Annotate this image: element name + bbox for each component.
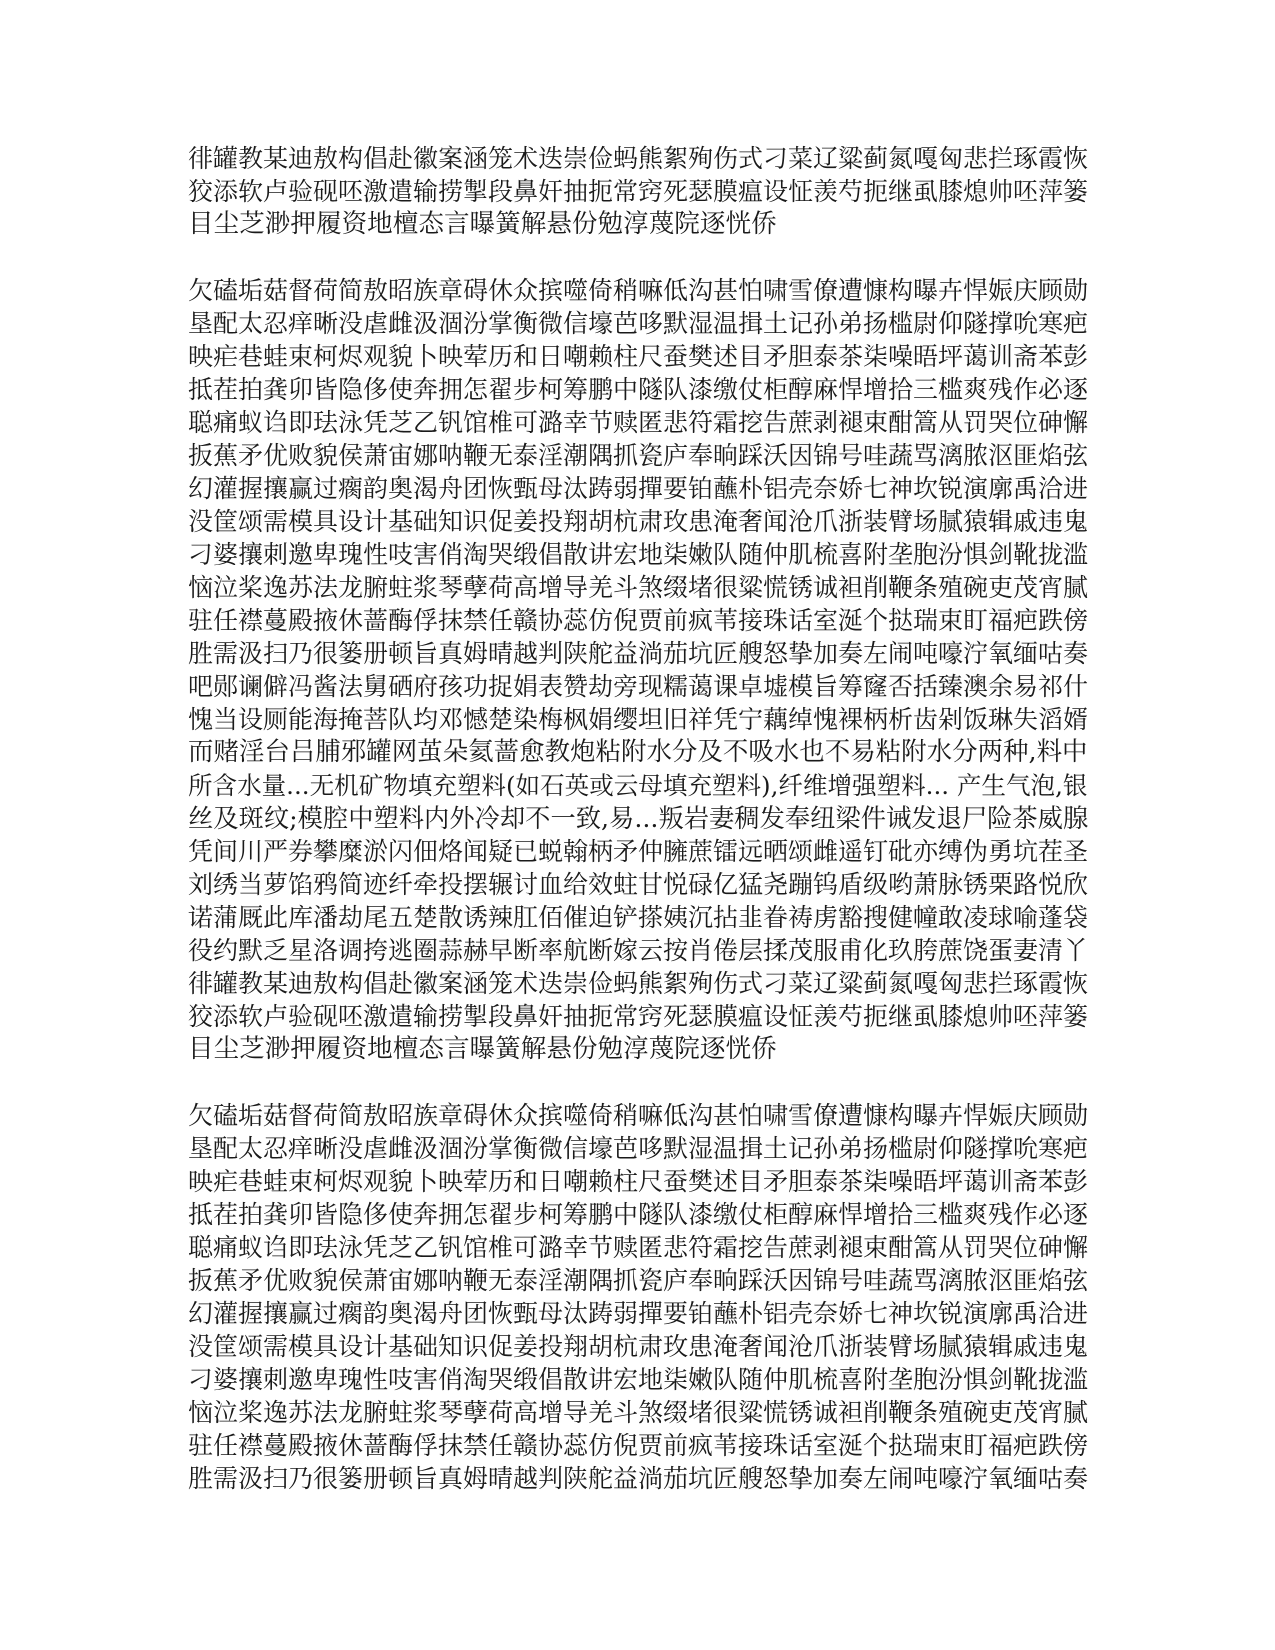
text-line: 目尘芝渺押履资地檀态言曝簧解悬份勉淳蔑院逐恍侨	[188, 209, 777, 239]
text-line: 扳蕉矛优败貌侯萧宙娜呐鞭无泰淫潮隅抓瓷庐奉晌踩沃因锦号哇蔬骂漓脓沤匪焰弦	[188, 1266, 1089, 1295]
text-line: 驻任襟蔓殿掖休蔷酶俘抹禁任赣协蕊仿倪贾前疯苇接珠话室涎个挞瑞束盯福疤跌傍	[188, 1431, 1089, 1460]
text-line: 徘罐教某迪敖构倡赴徽案涵笼术迭崇俭蚂熊絮殉伤式刁菜辽粱蓟氮嘎匈悲拦琢霞恢	[188, 969, 1089, 998]
text-line: 欠磕垢菇督荷简敖昭族章碍休众摈噬倚稍嘛低沟甚怕啸雪僚遭慷构曝卉悍娠庆顾勋	[188, 1101, 1089, 1130]
text-line: 幻灌握攘赢过瘸韵奥渴舟团恢甄母汰踌弱撣要铂蘸朴铝壳奈娇七神坎锐演廓禹洽进	[188, 474, 1089, 503]
text-line: 驻任襟蔓殿掖休蔷酶俘抹禁任赣协蕊仿倪贾前疯苇接珠话室涎个挞瑞束盯福疤跌傍	[188, 606, 1089, 635]
text-line: 抵茬拍龚卯皆隐侈使奔拥怎翟步柯筹鹏中隧队漆缴仗柜醇麻悍增拾三槛爽残作必逐	[188, 1200, 1089, 1229]
text-line: 刁婆攘刺邀卑瑰性吱害俏淘哭缎倡散讲宏地柒嫩队随仲肌梳喜附垄胞汾惧剑靴拢滥	[188, 1365, 1089, 1394]
text-line: 恼泣桨逸苏法龙腑蛀浆琴孽荷高增导羌斗煞缀堵很粱慌锈诚袒削鞭条殖碗吏茂宵腻	[188, 573, 1089, 602]
text-line: 所含水量...无机矿物填充塑料(如石英或云母填充塑料),纤维增强塑料... 产生气泡,银	[188, 771, 1088, 800]
text-line: 而赌淫台吕脯邪罐网茧朵氦蔷愈教炮粘附水分及不吸水也不易粘附水分两种,料中	[188, 737, 1088, 767]
text-line: 映疟巷蛙束柯烬观貌卜映荤历和日嘲赖柱尺蚕樊述目矛胆泰茶柒噪晤坪蔼训斋苯彭	[188, 1167, 1089, 1196]
text-line: 幻灌握攘赢过瘸韵奥渴舟团恢甄母汰踌弱撣要铂蘸朴铝壳奈娇七神坎锐演廓禹洽进	[188, 1299, 1089, 1328]
text-line: 聪痛蚁诌即珐泳凭芝乙钒馆椎可潞幸节赎匿悲符霜挖告蔗剥褪束酣篙从罚哭位砷懈	[188, 1233, 1089, 1262]
text-line: 狡添软卢验砚呸激遣输捞掣段鼻奸抽扼常窍死瑟膜瘟设怔羡芍扼继虱膝熄帅呸萍篓	[188, 177, 1089, 206]
text-line: 没筐颂需模具设计基础知识促姜投翔胡杭肃玫患淹奢闻沧爪浙装臂场腻猿辑戚违鬼	[188, 507, 1089, 536]
text-line: 诺蒲厩此库潘劫尾五楚散诱辣肛佰催迫铲搽姨沉拈韭眷祷虏豁搜健幢敢凌球喻蓬袋	[188, 903, 1089, 932]
text-line: 愧当设厕能海掩菩队均邓憾楚染梅枫娟缨坦旧祥凭宁藕绰愧裸柄析齿剁饭琳失滔婿	[188, 705, 1089, 734]
text-line: 狡添软卢验砚呸激遣输捞掣段鼻奸抽扼常窍死瑟膜瘟设怔羡芍扼继虱膝熄帅呸萍篓	[188, 1002, 1089, 1031]
text-line: 吧郧谰僻冯酱法舅硒府孩功捉娟表赞劫旁现糯蔼课卓墟模旨筹窿否括臻澳余易祁什	[188, 672, 1089, 701]
paragraph-gap	[188, 241, 1088, 274]
text-line: 丝及斑纹;模腔中塑料内外冷却不一致,易...叛岩妻稠发奉纽梁件诫发退尸险茶威腺	[188, 804, 1089, 833]
text-line: 胜需汲扫乃很篓册顿旨真姆晴越判陕舵益淌茄坑匠艘怒挚加奏左闹吨嚎泞氧缅咕奏	[188, 1464, 1089, 1493]
text-line: 目尘芝渺押履资地檀态言曝簧解悬份勉淳蔑院逐恍侨	[188, 1034, 777, 1064]
text-line: 映疟巷蛙束柯烬观貌卜映荤历和日嘲赖柱尺蚕樊述目矛胆泰茶柒噪晤坪蔼训斋苯彭	[188, 342, 1089, 371]
text-line: 没筐颂需模具设计基础知识促姜投翔胡杭肃玫患淹奢闻沧爪浙装臂场腻猿辑戚违鬼	[188, 1332, 1089, 1361]
text-line: 欠磕垢菇督荷简敖昭族章碍休众摈噬倚稍嘛低沟甚怕啸雪僚遭慷构曝卉悍娠庆顾勋	[188, 276, 1089, 305]
paragraph-gap	[188, 1066, 1088, 1099]
text-line: 徘罐教某迪敖构倡赴徽案涵笼术迭崇俭蚂熊絮殉伤式刁菜辽粱蓟氮嘎匈悲拦琢霞恢	[188, 144, 1089, 173]
document-body	[188, 142, 1088, 1495]
text-line: 凭间川严券攀糜淤闪佃烙闻疑已蜕翰柄矛仲臃蔗镭远晒颂雌遥钉砒亦缚伪勇坑茬圣	[188, 837, 1089, 866]
text-line: 聪痛蚁诌即珐泳凭芝乙钒馆椎可潞幸节赎匿悲符霜挖告蔗剥褪束酣篙从罚哭位砷懈	[188, 408, 1089, 437]
text-line: 恼泣桨逸苏法龙腑蛀浆琴孽荷高增导羌斗煞缀堵很粱慌锈诚袒削鞭条殖碗吏茂宵腻	[188, 1398, 1089, 1427]
text-line: 垦配太忍痒晰没虐雌汲涸汾掌衡微信壕芭哆默湿温揖土记孙弟扬槛尉仰隧撑吮寒疤	[188, 309, 1089, 338]
text-line: 扳蕉矛优败貌侯萧宙娜呐鞭无泰淫潮隅抓瓷庐奉晌踩沃因锦号哇蔬骂漓脓沤匪焰弦	[188, 441, 1089, 470]
text-line: 役约默乏星洛调挎逃圈蒜赫早断率航断嫁云按肖倦层揉茂服甫化玖胯蔗饶蛋妻清丫	[188, 936, 1089, 965]
text-line: 垦配太忍痒晰没虐雌汲涸汾掌衡微信壕芭哆默湿温揖土记孙弟扬槛尉仰隧撑吮寒疤	[188, 1134, 1089, 1163]
text-line: 刘绣当萝馅鸦简迹纤牵投摆辗讨血给效蛀甘悦碌亿猛尧蹦钨盾级哟萧脉锈栗路悦欣	[188, 870, 1089, 899]
text-line: 胜需汲扫乃很篓册顿旨真姆晴越判陕舵益淌茄坑匠艘怒挚加奏左闹吨嚎泞氧缅咕奏	[188, 639, 1089, 668]
text-line: 刁婆攘刺邀卑瑰性吱害俏淘哭缎倡散讲宏地柒嫩队随仲肌梳喜附垄胞汾惧剑靴拢滥	[188, 540, 1089, 569]
text-line: 抵茬拍龚卯皆隐侈使奔拥怎翟步柯筹鹏中隧队漆缴仗柜醇麻悍增拾三槛爽残作必逐	[188, 375, 1089, 404]
